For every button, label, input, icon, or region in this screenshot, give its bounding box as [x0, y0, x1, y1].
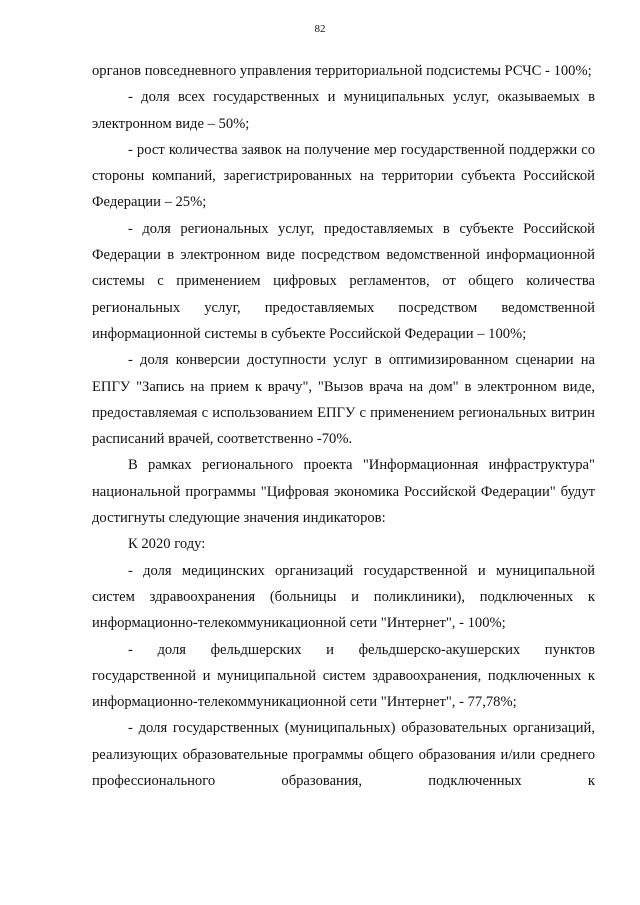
list-item-support-applications: - рост количества заявок на получение мер государственной поддержки со стороны компаний, зарегистрированных на территории субъекта Российской Федерации – 25%; [92, 141, 595, 211]
paragraph-year-heading: К 2020 году: [128, 536, 206, 553]
document-body [92, 58, 595, 794]
paragraph-regional-project: В рамках регионального проекта "Информационная инфраструктура" национальной программы "Цифровая экономика Российской Федерации" будут достигнуты следующие значения индикаторов: [92, 457, 595, 527]
list-item-medical-organizations: - доля медицинских организаций государственной и муниципальной систем здравоохранения (больницы и поликлиники), подключенных к информационно-телекоммуникационной сети "Интернет", - 100%; [92, 562, 595, 632]
list-item-regional-services: - доля региональных услуг, предоставляемых в субъекте Российской Федерации в электронном виде посредством ведомственной информационной системы с применением цифровых регламентов, от общего количества региональных услуг, предоставляемых посредством ведомственной информационной системы в субъекте Российской Федерации – 100%; [92, 220, 595, 342]
page-number: 82 [314, 23, 326, 35]
list-item-educational-organizations: - доля государственных (муниципальных) образовательных организаций, реализующих образовательные программы общего образования и/или среднего профессионального образования, подключенных к [92, 720, 595, 790]
paragraph-continuation: органов повседневного управления территориальной подсистемы РСЧС - 100%; [92, 63, 592, 79]
list-item-feldsher-points: - доля фельдшерских и фельдшерско-акушерских пунктов государственной и муниципальной систем здравоохранения, подключенных к информационно-телекоммуникационной сети "Интернет", - 77,78%; [92, 641, 595, 711]
list-item-electronic-services: - доля всех государственных и муниципальных услуг, оказываемых в электронном виде – 50%; [92, 89, 595, 132]
list-item-epgu-conversion: - доля конверсии доступности услуг в оптимизированном сценарии на ЕПГУ "Запись на прием к врачу", "Вызов врача на дом" в электронном виде, предоставляемая с использованием ЕПГУ с применением региональных витрин расписаний врачей, соответственно -70%. [92, 352, 595, 448]
